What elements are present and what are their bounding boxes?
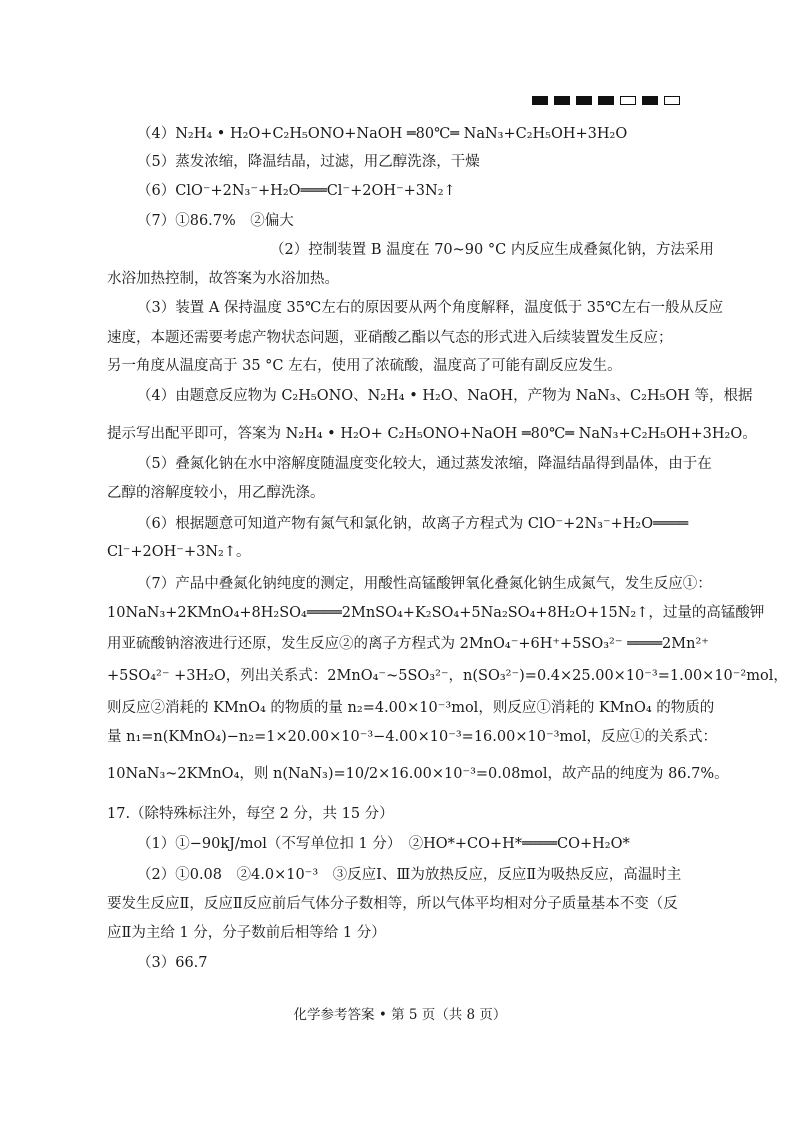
header-marks — [532, 96, 680, 105]
analysis-line: （3）装置 A 保持温度 35℃左右的原因要从两个角度解释，温度低于 35℃左右一般从反应 — [137, 300, 723, 316]
analysis-line: 速度，本题还需要考虑产物状态问题，亚硝酸乙酯以气态的形式进入后续装置发生反应； — [107, 330, 673, 346]
analysis-line: （2）控制装置 B 温度在 70~90 °C 内反应生成叠氮化钠，方法采用 — [270, 242, 714, 258]
analysis-line: 10NaN₃+2KMnO₄+8H₂SO₄════2MnSO₄+K₂SO₄+5Na₂SO₄+8H₂O+15N₂↑，过量的高锰酸钾 — [107, 605, 765, 621]
header-mark — [532, 96, 548, 105]
analysis-line: +5SO₄²⁻ +3H₂O，列出关系式：2MnO₄⁻~5SO₃²⁻，n(SO₃²⁻)=0.4×25.00×10⁻³=1.00×10⁻²mol， — [107, 668, 788, 684]
analysis-line: 提示写出配平即可，答案为 N₂H₄ • H₂O+ C₂H₅ONO+NaOH ═80℃═ NaN₃+C₂H₅OH+3H₂O。 — [107, 426, 757, 442]
analysis-line: （7）产品中叠氮化钠纯度的测定，用酸性高锰酸钾氧化叠氮化钠生成氮气，发生反应①： — [137, 576, 712, 592]
q17-title: 17.（除特殊标注外，每空 2 分，共 15 分） — [107, 806, 394, 822]
analysis-line: （6）根据题意可知道产物有氮气和氯化钠，故离子方程式为 ClO⁻+2N₃⁻+H₂O════ — [137, 516, 689, 532]
header-mark — [554, 96, 570, 105]
answer-line: （4）N₂H₄ • H₂O+C₂H₅ONO+NaOH ═80℃═ NaN₃+C₂H₅OH+3H₂O — [137, 126, 628, 142]
q17-line: （1）①−90kJ/mol（不写单位扣 1 分） ②HO*+CO+H*════CO+H₂O* — [137, 836, 630, 852]
answer-line: （5）蒸发浓缩，降温结晶，过滤，用乙醇洗涤，干燥 — [137, 154, 480, 170]
q17-line: （3）66.7 — [137, 955, 208, 971]
header-mark — [576, 96, 592, 105]
analysis-line: 水浴加热控制，故答案为水浴加热。 — [107, 271, 339, 287]
analysis-line: （4）由题意反应物为 C₂H₅ONO、N₂H₄ • H₂O、NaOH，产物为 NaN₃、C₂H₅OH 等，根据 — [137, 388, 753, 404]
header-mark — [598, 96, 614, 105]
page-footer: 化学参考答案 • 第 5 页（共 8 页） — [293, 1007, 507, 1023]
analysis-line: （5）叠氮化钠在水中溶解度随温度变化较大，通过蒸发浓缩，降温结晶得到晶体，由于在 — [137, 456, 712, 472]
analysis-line: 则反应②消耗的 KMnO₄ 的物质的量 n₂=4.00×10⁻³mol，则反应①消耗的 KMnO₄ 的物质的 — [107, 700, 715, 716]
header-mark — [664, 96, 680, 105]
analysis-line: 量 n₁=n(KMnO₄)−n₂=1×20.00×10⁻³−4.00×10⁻³=16.00×10⁻³mol，反应①的关系式： — [107, 729, 718, 745]
analysis-line: 另一角度从温度高于 35 °C 左右，使用了浓硫酸，温度高了可能有副反应发生。 — [107, 358, 622, 374]
header-mark — [642, 96, 658, 105]
analysis-line: 乙醇的溶解度较小，用乙醇洗涤。 — [107, 485, 325, 501]
analysis-line: Cl⁻+2OH⁻+3N₂↑。 — [107, 544, 251, 560]
analysis-line: 用亚硫酸钠溶液进行还原，发生反应②的离子方程式为 2MnO₄⁻+6H⁺+5SO₃²⁻ ════2Mn²⁺ — [107, 636, 709, 652]
answer-line: （6）ClO⁻+2N₃⁻+H₂O═══Cl⁻+2OH⁻+3N₂↑ — [137, 183, 456, 199]
analysis-line: 10NaN₃~2KMnO₄，则 n(NaN₃)=10/2×16.00×10⁻³=0.08mol，故产品的纯度为 86.7%。 — [107, 766, 729, 782]
q17-line: （2）①0.08 ②4.0×10⁻³ ③反应Ⅰ、Ⅲ为放热反应，反应Ⅱ为吸热反应，高温时主 — [137, 867, 682, 883]
q17-line: 应Ⅱ为主给 1 分，分子数前后相等给 1 分） — [107, 925, 386, 941]
header-mark — [620, 96, 636, 105]
q17-line: 要发生反应Ⅱ，反应Ⅱ反应前后气体分子数相等，所以气体平均相对分子质量基本不变（反 — [107, 896, 678, 912]
answer-line: （7）①86.7% ②偏大 — [137, 213, 294, 229]
